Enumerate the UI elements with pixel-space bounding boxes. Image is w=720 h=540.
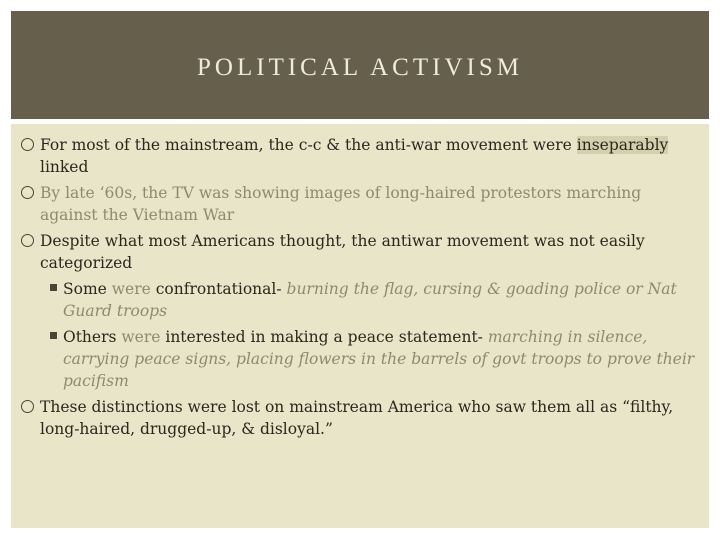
sub-bullet-detail: burning the flag, cursing & goading police or Nat Guard troops <box>63 280 677 320</box>
square-bullet-icon <box>50 332 57 339</box>
slide-title: POLITICAL ACTIVISM <box>197 54 523 81</box>
sub-bullet-key: confrontational- <box>155 280 282 298</box>
title-bar <box>11 11 709 119</box>
bullet-item <box>21 230 701 274</box>
sub-bullet-key: interested in making a peace statement- <box>165 328 483 346</box>
sub-bullet-lead: Some <box>63 280 107 298</box>
bullet-item <box>21 396 701 440</box>
bullet-text: By late ‘60s, the TV was showing images of long-haired protestors marching against the Vietnam War <box>40 184 642 224</box>
bullet-text: Despite what most Americans thought, the antiwar movement was not easily categorized <box>40 232 645 272</box>
sub-bullet-verb: were <box>106 280 156 298</box>
hollow-circle-bullet-icon <box>21 138 34 151</box>
hollow-circle-bullet-icon <box>21 234 34 247</box>
bullet-text: linked <box>40 158 89 176</box>
sub-bullet-detail: marching in silence, carrying peace signs, placing flowers in the barrels of govt troops to prove their pacifism <box>63 328 695 390</box>
sub-bullet-item <box>21 278 701 322</box>
bullet-text: These distinctions were lost on mainstream America who saw them all as “filthy, long-haired, drugged-up, & disloyal.” <box>40 398 674 438</box>
hollow-circle-bullet-icon <box>21 400 34 413</box>
sub-bullet-item <box>21 326 701 392</box>
sub-bullet-verb: were <box>116 328 166 346</box>
bullet-item <box>21 134 701 178</box>
square-bullet-icon <box>50 284 57 291</box>
bullet-text: For most of the mainstream, the c-c & the anti-war movement were <box>40 136 572 154</box>
bullet-item <box>21 182 701 226</box>
hollow-circle-bullet-icon <box>21 186 34 199</box>
bullet-list <box>21 134 701 444</box>
sub-bullet-lead: Others <box>63 328 117 346</box>
highlighted-text: inseparably <box>576 136 669 154</box>
